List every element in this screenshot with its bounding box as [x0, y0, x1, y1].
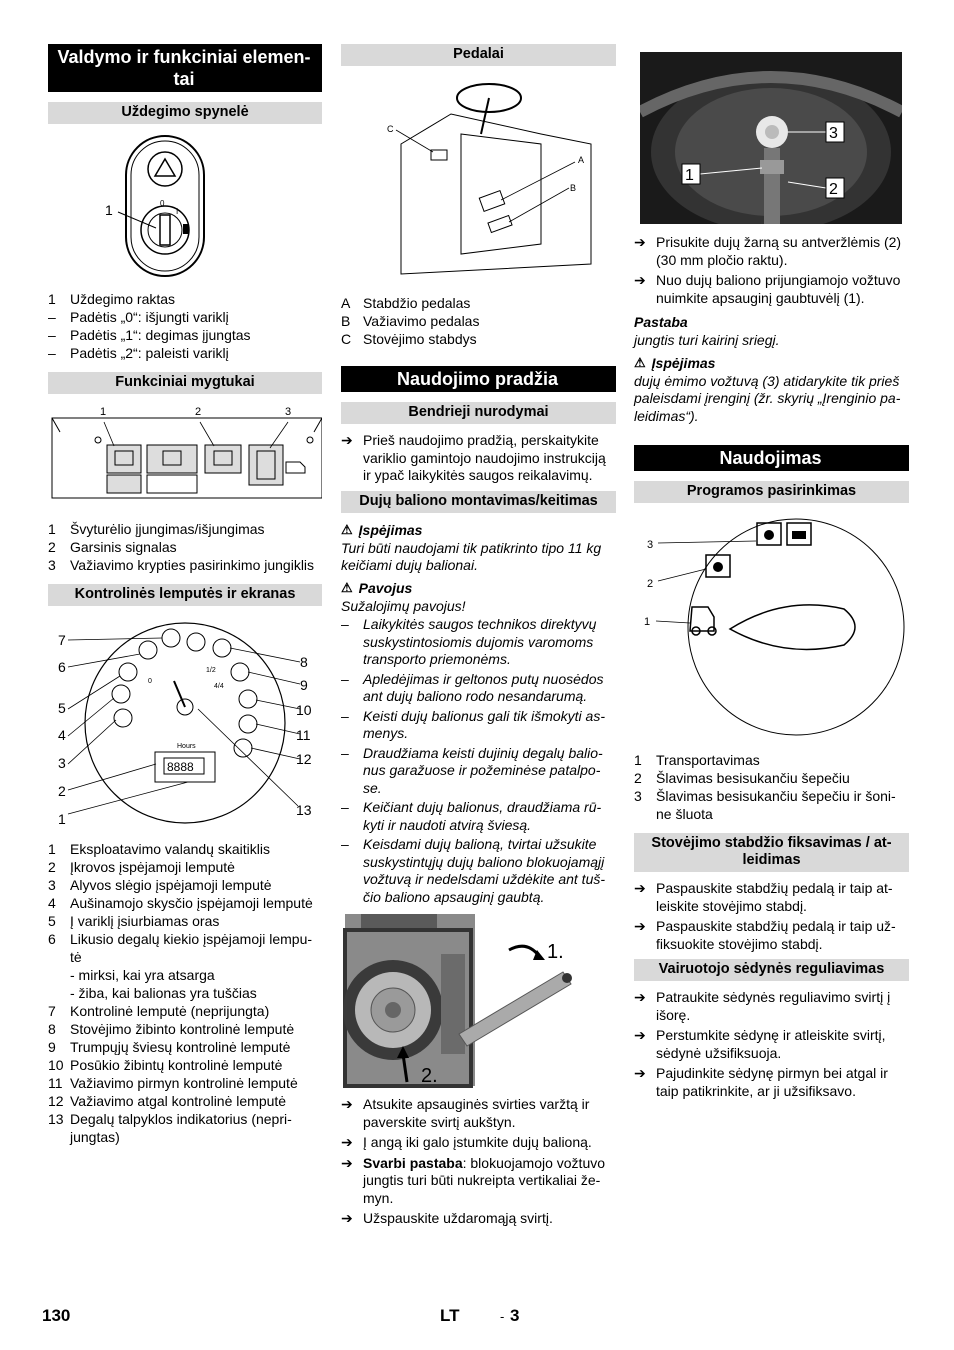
dash-bullet: – — [341, 707, 349, 724]
dash-bullet: – — [341, 616, 349, 632]
footer-separator: - — [500, 1309, 505, 1324]
item-text: Švyturėlio įjungimas/išjungimas — [70, 521, 265, 537]
hazard-button-icon — [148, 152, 182, 186]
item-text: Važiavimo krypties pasirinkimo jungiklis — [70, 557, 315, 573]
item-text: Įkrovos įspėjamoji lemputė — [70, 859, 235, 875]
svg-text:9: 9 — [300, 677, 308, 693]
dash-bullet: – — [341, 836, 349, 852]
danger-text: Draudžiama keisti dujinių degalų balio-nus garažuose ir požeminėse patalpo-se. — [363, 744, 603, 796]
step-item — [634, 1065, 909, 1100]
seat-steps — [634, 989, 909, 1100]
item-key: – — [48, 327, 56, 343]
step-text: Prieš naudojimo pradžią, perskaitykite variklio gamintojo naudojimo instrukciją ir ypač laikykitės saugos reikalavimų. — [363, 432, 606, 483]
item-text: Transportavimas — [656, 752, 760, 768]
svg-text:A: A — [578, 155, 585, 165]
danger-item — [341, 708, 616, 743]
svg-text:3: 3 — [58, 755, 66, 771]
horn-button-icon — [147, 445, 197, 473]
warning-icon: ⚠ — [341, 579, 353, 595]
danger-text: Keisdami dujų balioną, tvirtai užsukite suskystintųjų dujų baliono blokuojamąjį vožtuvą ir nedelsdami uždėkite ant tuš-čio baliono apsauginį gaubtą. — [363, 836, 606, 905]
language-code: LT — [440, 1306, 460, 1325]
svg-text:5: 5 — [58, 700, 66, 716]
item-key: 7 — [48, 1003, 56, 1019]
svg-text:2: 2 — [58, 783, 66, 799]
list-item — [48, 1110, 322, 1146]
pedals-drawing — [341, 74, 616, 286]
item-text: - žiba, kai balionas yra tuščias — [70, 985, 257, 1001]
list-item — [48, 290, 322, 308]
list-item — [48, 308, 322, 326]
list-item — [48, 1092, 322, 1110]
svg-text:8: 8 — [300, 654, 308, 670]
step-item — [341, 1210, 616, 1228]
item-key: 8 — [48, 1021, 56, 1037]
item-key: 1 — [48, 291, 56, 307]
item-key: 1 — [634, 752, 642, 768]
svg-text:1: 1 — [100, 406, 107, 418]
item-text: - mirksi, kai yra atsarga — [70, 967, 215, 983]
list-item — [48, 930, 322, 966]
step-item — [341, 1134, 616, 1152]
function-buttons-figure — [48, 402, 322, 512]
warning-heading: ⚠ Įspėjimas — [634, 354, 716, 371]
item-key: 2 — [48, 539, 56, 555]
signal-button-icon — [205, 445, 241, 473]
heading-general: Bendrieji nurodymai — [341, 402, 616, 424]
step-text: Į angą iki galo įstumkite dujų balioną. — [363, 1134, 592, 1150]
item-text: Stovėjimo žibinto kontrolinė lemputė — [70, 1021, 295, 1037]
warning-icon: ⚠ — [634, 354, 646, 370]
svg-text:B: B — [570, 183, 577, 193]
valve-photo-figure — [640, 52, 909, 226]
dash-bullet: – — [341, 670, 349, 687]
svg-text:0: 0 — [148, 678, 152, 685]
item-text: Posūkio žibintų kontrolinė lemputė — [70, 1057, 283, 1073]
danger-text: Apledėjimas ir geltonos putų nuosėdos ant dujų baliono rodo nesandarumą. — [363, 670, 604, 704]
note-heading: Pastaba — [634, 314, 688, 330]
list-item — [48, 1056, 322, 1074]
pedals-figure — [341, 74, 616, 286]
danger-item — [341, 836, 616, 906]
step-item — [634, 272, 909, 307]
item-key: A — [341, 295, 351, 311]
step-item — [634, 918, 909, 953]
warning-text: dujų ėmimo vožtuvą (3) atidarykite tik prieš paleisdami įrenginį (žr. skyrių „Įrenginio pa-leidimas“). — [634, 372, 901, 424]
item-text: Padėtis „1“: degimas įjungtas — [70, 327, 251, 343]
item-text: Stovėjimo stabdys — [363, 331, 477, 347]
svg-text:I: I — [176, 207, 179, 216]
item-key: 13 — [48, 1111, 64, 1127]
list-item — [634, 787, 909, 823]
item-key: – — [48, 345, 56, 361]
note-text: jungtis turi kairinį sriegį. — [634, 332, 780, 348]
item-key: 2 — [48, 859, 56, 875]
step-text: Paspauskite stabdžių pedalą ir taip už-fiksuokite stovėjimo stabdį. — [656, 918, 896, 952]
item-key: – — [48, 309, 56, 325]
callout-1: 1 — [105, 202, 113, 218]
list-item — [48, 858, 322, 876]
valve-photo — [640, 52, 902, 224]
list-item — [48, 326, 322, 344]
svg-text:2: 2 — [195, 406, 202, 418]
list-item — [48, 556, 322, 574]
item-text: Uždegimo raktas — [70, 291, 176, 307]
svg-text:C: C — [387, 124, 394, 134]
item-key: 3 — [634, 788, 642, 804]
step-text: Svarbi pastaba: blokuojamojo vožtuvo jungtis turi būti nukreipta vertikaliai že-myn. — [363, 1154, 606, 1206]
dash-bullet: – — [341, 744, 349, 761]
step-item — [341, 432, 616, 485]
step-text: Paspauskite stabdžių pedalą ir taip at-leiskite stovėjimo stabdį. — [656, 880, 893, 914]
list-item — [341, 294, 616, 312]
step-item — [634, 1027, 909, 1062]
heading-parking-brake: Stovėjimo stabdžio fiksavimas / at-leidimas — [634, 833, 909, 872]
svg-text:4: 4 — [58, 727, 66, 743]
indicator-lamps-legend — [48, 840, 322, 1146]
danger-text: Keisti dujų balionus gali tik išmokyti as-menys. — [363, 707, 605, 741]
arrow-icon: ➔ — [341, 432, 353, 448]
arrow-icon: ➔ — [634, 989, 646, 1005]
item-text: Eksploatavimo valandų skaitiklis — [70, 841, 270, 857]
arrow-icon: ➔ — [634, 272, 646, 288]
warning-text: Turi būti naudojami tik patikrinto tipo 11 kg keičiami dujų balionai. — [341, 539, 602, 573]
step-item — [634, 234, 909, 269]
item-key: 3 — [48, 557, 56, 573]
list-item — [48, 1002, 322, 1020]
list-item — [48, 538, 322, 556]
item-key: 10 — [48, 1057, 64, 1073]
item-key: 1 — [48, 841, 56, 857]
item-text: Garsinis signalas — [70, 539, 177, 555]
item-key: 9 — [48, 1039, 56, 1055]
item-key: 1 — [48, 521, 56, 537]
list-item — [341, 312, 616, 330]
item-key: 6 — [48, 931, 56, 947]
section-title-controls: Valdymo ir funkciniai elemen-tai — [48, 44, 322, 92]
list-item — [48, 1038, 322, 1056]
list-item — [48, 912, 322, 930]
arrow-icon: ➔ — [341, 1134, 353, 1150]
arrow-icon: ➔ — [634, 880, 646, 896]
general-steps — [341, 432, 616, 485]
instrument-cluster-drawing — [48, 614, 322, 832]
step-text: Pajudinkite sėdynę pirmyn bei atgal ir taip patikrinkite, ar ji užsifiksavo. — [656, 1065, 888, 1099]
step-item — [634, 989, 909, 1024]
svg-text:Hours: Hours — [177, 743, 196, 750]
step-text: Nuo dujų baliono prijungiamojo vožtuvo nuimkite apsauginį gaubtuvėlį (1). — [656, 272, 901, 306]
item-text: Kontrolinė lemputė (neprijungta) — [70, 1003, 270, 1019]
selector-knob-icon — [730, 605, 855, 650]
section-title-start: Naudojimo pradžia — [341, 366, 616, 392]
step-text: Perstumkite sėdynę ir atleiskite svirtį, sėdynė užsifiksuoja. — [656, 1027, 886, 1061]
heading-indicator-lamps: Kontrolinės lemputės ir ekranas — [48, 584, 322, 606]
svg-text:1.: 1. — [547, 941, 564, 963]
program-selector-drawing — [634, 511, 909, 743]
item-key — [48, 984, 70, 1002]
warning-icon: ⚠ — [341, 521, 353, 537]
svg-text:1: 1 — [685, 167, 694, 184]
heading-function-buttons: Funkciniai mygtukai — [48, 372, 322, 394]
item-text: Važiavimo atgal kontrolinė lemputė — [70, 1093, 287, 1109]
svg-text:7: 7 — [58, 632, 66, 648]
svg-text:1: 1 — [58, 811, 66, 827]
warning-heading: ⚠ Įspėjimas — [341, 521, 423, 538]
item-key: 11 — [48, 1075, 63, 1091]
danger-item — [341, 799, 616, 834]
danger-item — [341, 616, 616, 669]
arrow-icon: ➔ — [341, 1096, 353, 1112]
arrow-icon: ➔ — [634, 918, 646, 934]
svg-text:3: 3 — [829, 125, 838, 142]
hose-steps — [634, 234, 909, 307]
arrow-icon: ➔ — [341, 1154, 353, 1171]
svg-text:13: 13 — [296, 802, 312, 818]
list-item — [48, 894, 322, 912]
item-text: Į variklį įsiurbiamas oras — [70, 913, 220, 929]
step-text: Patraukite sėdynės reguliavimo svirtį į išorę. — [656, 989, 891, 1023]
step-text: Prisukite dujų žarną su antveržlėmis (2) (30 mm pločio raktu). — [656, 234, 902, 268]
column-1 — [48, 44, 322, 1156]
gas-cylinder-figure — [341, 914, 616, 1088]
svg-text:11: 11 — [296, 727, 311, 743]
svg-text:12: 12 — [296, 751, 312, 767]
column-3 — [634, 52, 909, 1106]
list-item — [48, 520, 322, 538]
list-item — [48, 1074, 322, 1092]
svg-text:1/2: 1/2 — [206, 667, 216, 674]
heading-program-selection: Programos pasirinkimas — [634, 481, 909, 503]
item-text: Likusio degalų kiekio įspėjamoji lempu-tė — [70, 931, 313, 965]
page-number: 130 — [42, 1306, 71, 1325]
svg-text:0: 0 — [160, 199, 165, 208]
svg-text:2: 2 — [647, 578, 654, 590]
function-buttons-drawing — [48, 402, 322, 502]
list-item — [48, 840, 322, 858]
program-legend — [634, 751, 909, 823]
item-text: Trumpųjų šviesų kontrolinė lemputė — [70, 1039, 291, 1055]
svg-text:8888: 8888 — [167, 760, 194, 774]
dash-bullet: – — [341, 799, 349, 815]
ignition-switch-drawing — [48, 132, 322, 282]
item-text: Važiavimo pedalas — [363, 313, 480, 329]
list-item — [48, 344, 322, 362]
arrow-icon: ➔ — [341, 1210, 353, 1226]
svg-text:2: 2 — [829, 181, 838, 198]
svg-text:10: 10 — [296, 702, 312, 718]
parking-brake-steps — [634, 880, 909, 953]
heading-seat-adjustment: Vairuotojo sėdynės reguliavimas — [634, 959, 909, 981]
svg-text:2.: 2. — [421, 1065, 438, 1087]
item-key: 5 — [48, 913, 56, 929]
item-text: Padėtis „2“: paleisti variklį — [70, 345, 229, 361]
gas-steps — [341, 1096, 616, 1228]
heading-pedals: Pedalai — [341, 44, 616, 66]
item-text: Stabdžio pedalas — [363, 295, 471, 311]
danger-text: Keičiant dujų balionus, draudžiama rū-kyti ir naudoti atvirą šviesą. — [363, 799, 602, 833]
danger-intro: Sužalojimų pavojus! — [341, 597, 466, 614]
section-number: 3 — [510, 1306, 520, 1325]
svg-text:3: 3 — [647, 539, 654, 551]
arrow-icon: ➔ — [634, 1027, 646, 1043]
pedals-legend — [341, 294, 616, 348]
ignition-legend — [48, 290, 322, 362]
svg-text:3: 3 — [285, 406, 292, 418]
item-text: Šlavimas besisukančiu šepečiu — [656, 770, 850, 786]
beacon-button-icon — [107, 445, 141, 473]
item-key: 2 — [634, 770, 642, 786]
item-text: Degalų talpyklos indikatorius (nepri-jungtas) — [70, 1111, 292, 1145]
item-key: B — [341, 313, 351, 329]
list-item — [341, 330, 616, 348]
heading-gas-cylinder: Dujų baliono montavimas/keitimas — [341, 491, 616, 513]
item-text: Aušinamojo skysčio įspėjamoji lemputė — [70, 895, 313, 911]
gas-cylinder-photo — [341, 914, 616, 1088]
list-item — [48, 1020, 322, 1038]
item-key: C — [341, 331, 352, 347]
program-selector-figure — [634, 511, 909, 743]
svg-text:1: 1 — [644, 616, 651, 628]
svg-text:4/4: 4/4 — [214, 683, 224, 690]
step-text: Atsukite apsauginės svirties varžtą ir paverskite svirtį aukštyn. — [363, 1096, 590, 1130]
arrow-icon: ➔ — [634, 1065, 646, 1081]
danger-item — [341, 671, 616, 706]
step-item — [341, 1155, 616, 1208]
svg-text:6: 6 — [58, 659, 66, 675]
ignition-figure — [48, 132, 322, 282]
danger-list — [341, 616, 616, 906]
list-item — [48, 984, 322, 1002]
danger-item — [341, 745, 616, 798]
list-item — [48, 876, 322, 894]
item-text: Šlavimas besisukančiu šepečiu ir šoni-ne šluota — [656, 788, 896, 822]
item-text: Padėtis „0“: išjungti variklį — [70, 309, 229, 325]
function-buttons-legend — [48, 520, 322, 574]
heading-ignition: Uždegimo spynelė — [48, 102, 322, 124]
step-text: Užspauskite uždaromąją svirtį. — [363, 1210, 553, 1226]
item-key — [48, 966, 70, 984]
danger-text: Laikykitės saugos technikos direktyvų suskystintosiomis dujomis varomoms transporto priemonėms. — [363, 616, 597, 667]
danger-heading: ⚠ Pavojus — [341, 579, 413, 596]
item-key: 4 — [48, 895, 56, 911]
list-item — [634, 769, 909, 787]
item-key: 12 — [48, 1093, 64, 1109]
list-item — [48, 966, 322, 984]
step-item — [341, 1096, 616, 1131]
column-2 — [341, 44, 616, 1234]
item-key: 3 — [48, 877, 56, 893]
step-item — [634, 880, 909, 915]
item-text: Važiavimo pirmyn kontrolinė lemputė — [70, 1075, 298, 1091]
item-text: Alyvos slėgio įspėjamoji lemputė — [70, 877, 272, 893]
section-title-use: Naudojimas — [634, 445, 909, 471]
arrow-icon: ➔ — [634, 234, 646, 250]
indicator-lamps-figure — [48, 614, 322, 832]
list-item — [634, 751, 909, 769]
